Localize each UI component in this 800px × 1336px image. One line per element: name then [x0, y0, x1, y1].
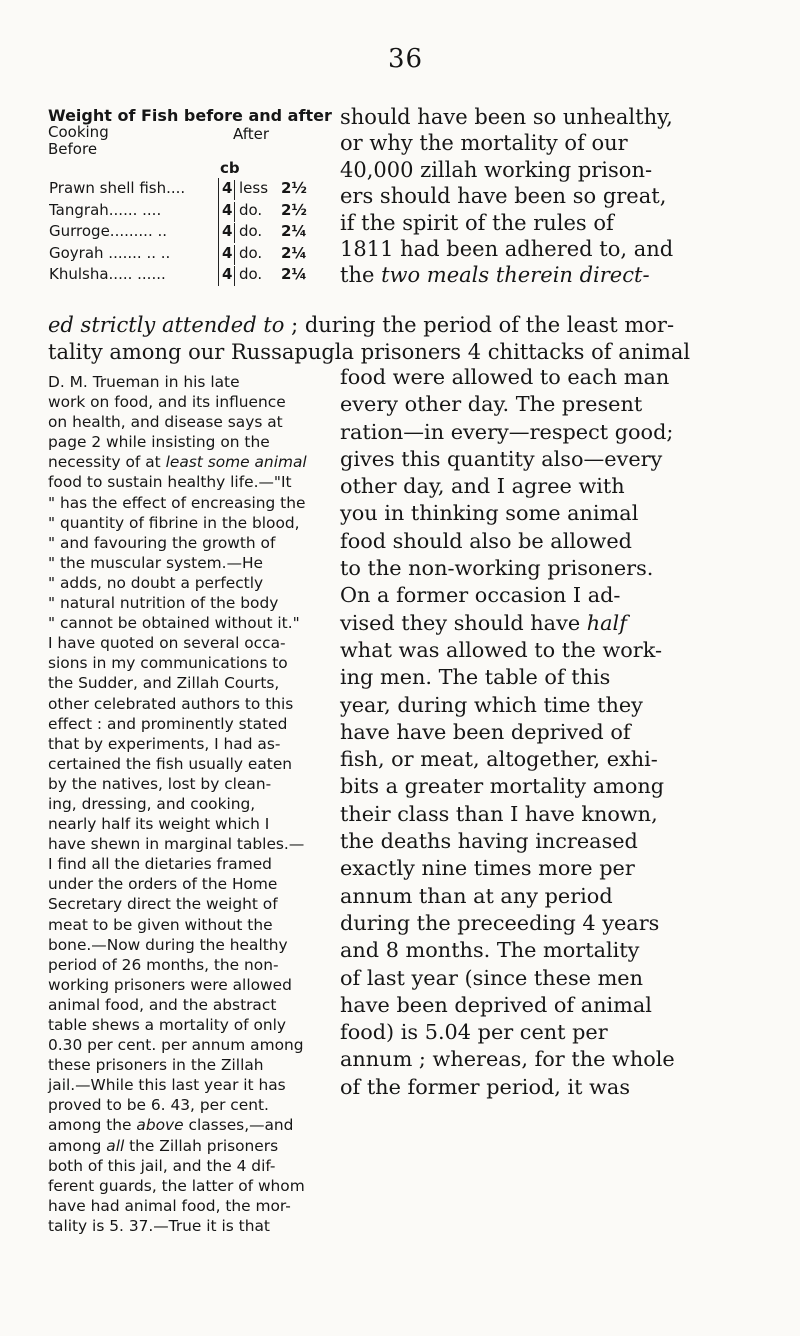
fish-weight-table — [48, 106, 332, 286]
text-line: ferent guards, the latter of whom — [48, 1176, 305, 1195]
text-line: nearly half its weight which I — [48, 815, 270, 834]
text-line: ers should have been so great, — [340, 184, 667, 209]
text-line: " natural nutrition of the body — [48, 594, 279, 613]
fish-table-row — [49, 264, 309, 286]
text-line: I have quoted on several occa- — [48, 634, 286, 653]
fish-table-title: Weight of Fish before and after — [48, 106, 332, 125]
text-line: " cannot be obtained without it." — [48, 614, 300, 633]
text-line: ration—in every—respect good; — [340, 419, 674, 444]
text-line: what was allowed to the work- — [340, 637, 662, 662]
fish-table-cooking-label — [48, 124, 109, 158]
text-line: you in thinking some animal — [340, 501, 639, 526]
text-line: of last year (since these men — [340, 965, 643, 990]
text-line: Secretary direct the weight of — [48, 895, 278, 914]
fish-rel: do. — [234, 266, 262, 286]
text-line: the deaths having increased — [340, 829, 638, 854]
text-line: proved to be 6. 43, per cent. — [48, 1096, 269, 1115]
text-line: by the natives, lost by clean- — [48, 774, 272, 793]
text-line: 0.30 per cent. per annum among — [48, 1036, 304, 1055]
fish-name: Gurroge......... .. — [49, 223, 168, 240]
fish-rel: do. — [234, 223, 262, 243]
text-line: these prisoners in the Zillah — [48, 1056, 264, 1075]
text-line: 1811 had been adhered to, and — [340, 237, 674, 262]
fish-qty: 4 — [222, 265, 233, 283]
text-line: 40,000 zillah working prison- — [340, 157, 653, 182]
text-line: " the muscular system.—He — [48, 553, 263, 572]
fish-qty: 4 — [222, 243, 233, 262]
fish-name: Prawn shell fish.... — [49, 180, 186, 197]
text-line: work on food, and its influence — [48, 393, 286, 412]
fish-name: Goyrah ....... .. .. — [49, 244, 171, 262]
text-line: fish, or meat, altogether, exhi- — [340, 747, 658, 772]
text-line: to the non-working prisoners. — [340, 556, 654, 581]
text-line: on health, and disease says at — [48, 413, 283, 432]
text-line: certained the fish usually eaten — [48, 754, 293, 773]
text-line: other day, and I agree with — [340, 474, 625, 499]
right-column-top — [340, 104, 785, 289]
text-line: among the above classes,—and — [48, 1116, 294, 1135]
text-line: every other day. The present — [340, 392, 643, 417]
text-line: tality among our Russapugla prisoners 4 chittacks of animal — [48, 339, 691, 364]
text-line: gives this quantity also—every — [340, 446, 663, 471]
fish-qty: 4 — [222, 222, 233, 240]
text-line: that by experiments, I had as- — [48, 734, 281, 753]
fish-table-rows — [49, 178, 309, 286]
text-line: vised they should have half — [340, 610, 627, 635]
text-line: " adds, no doubt a perfectly — [48, 573, 264, 592]
text-line: have had animal food, the mor- — [48, 1196, 291, 1215]
text-line: animal food, and the abstract — [48, 995, 277, 1014]
text-line: the Sudder, and Zillah Courts, — [48, 674, 280, 693]
text-line: page 2 while insisting on the — [48, 433, 270, 452]
text-line: period of 26 months, the non- — [48, 955, 279, 974]
text-line: tality is 5. 37.—True it is that — [48, 1216, 270, 1235]
text-line: and 8 months. The mortality — [340, 938, 640, 963]
fish-table-row — [49, 178, 309, 200]
text-line: annum than at any period — [340, 883, 613, 908]
fish-frac: 2½ — [281, 200, 307, 219]
text-line: or why the mortality of our — [340, 131, 628, 156]
text-line-italic: the two meals therein direct- — [340, 263, 650, 288]
fish-frac: 2¼ — [281, 243, 307, 262]
text-line: of the former period, it was — [340, 1074, 630, 1099]
full-width-text — [48, 312, 784, 365]
page-number: 36 — [388, 44, 424, 74]
left-column-quote — [48, 372, 316, 1236]
fish-table-before: Before — [48, 140, 98, 158]
fish-rel: do. — [234, 202, 262, 222]
text-line: " and favouring the growth of — [48, 533, 276, 552]
right-column-main — [340, 364, 785, 1101]
text-line: D. M. Trueman in his late — [48, 373, 240, 391]
fish-rel: do. — [234, 245, 262, 265]
fish-table-row — [49, 221, 309, 243]
text-line: both of this jail, and the 4 dif- — [48, 1156, 276, 1175]
text-line: table shews a mortality of only — [48, 1016, 287, 1034]
text-line: ing men. The table of this — [340, 665, 611, 690]
fish-frac: 2¼ — [281, 222, 307, 240]
fish-qty: 4 — [222, 200, 233, 219]
fish-table-header — [48, 124, 308, 158]
fish-name: Tangrah...... .... — [49, 201, 162, 219]
text-line: jail.—While this last year it has — [48, 1076, 286, 1095]
text-line: food were allowed to each man — [340, 365, 670, 389]
text-line: ing, dressing, and cooking, — [48, 794, 256, 813]
text-line: " quantity of fibrine in the blood, — [48, 513, 300, 532]
text-line: have have been deprived of — [340, 719, 631, 744]
fish-table-unit: cb — [220, 159, 240, 177]
text-line: year, during which time they — [340, 692, 643, 717]
text-line: bits a greater mortality among — [340, 774, 665, 799]
fish-frac: 2¼ — [281, 265, 307, 283]
text-line: have been deprived of animal — [340, 992, 652, 1017]
text-line: food) is 5.04 per cent per — [340, 1020, 608, 1045]
fish-table-after: After — [233, 125, 270, 143]
fish-table-cooking: Cooking — [48, 123, 109, 141]
fish-rel: less — [234, 180, 268, 200]
text-line: " has the effect of encreasing the — [48, 493, 306, 512]
text-line: bone.—Now during the healthy — [48, 935, 288, 954]
text-line: have shewn in marginal tables.— — [48, 835, 305, 854]
text-line: sions in my communications to — [48, 654, 288, 673]
text-line: exactly nine times more per — [340, 856, 635, 881]
text-line: On a former occasion I ad- — [340, 583, 621, 608]
fish-name: Khulsha..... ...... — [49, 266, 166, 283]
text-line: should have been so unhealthy, — [340, 105, 673, 129]
text-line: under the orders of the Home — [48, 875, 278, 894]
text-line: during the preceeding 4 years — [340, 910, 660, 935]
text-line: annum ; whereas, for the whole — [340, 1047, 675, 1072]
fish-qty: 4 — [222, 179, 233, 197]
text-line: food to sustain healthy life.—"It — [48, 473, 292, 492]
fish-frac: 2½ — [281, 179, 307, 197]
text-line: their class than I have known, — [340, 801, 658, 826]
text-line: necessity of at least some animal — [48, 453, 307, 472]
fish-table-row — [49, 243, 309, 265]
text-line: other celebrated authors to this — [48, 694, 294, 713]
text-line: I find all the dietaries framed — [48, 855, 272, 874]
text-line: effect : and prominently stated — [48, 714, 288, 733]
text-line: food should also be allowed — [340, 528, 632, 553]
text-line: meat to be given without the — [48, 915, 273, 934]
text-line: among all the Zillah prisoners — [48, 1136, 279, 1155]
text-line: working prisoners were allowed — [48, 975, 292, 994]
fish-table-row — [49, 200, 309, 222]
text-line: if the spirit of the rules of — [340, 210, 614, 235]
text-line-italic: ed strictly attended to ; during the period of the least mor- — [48, 313, 675, 337]
